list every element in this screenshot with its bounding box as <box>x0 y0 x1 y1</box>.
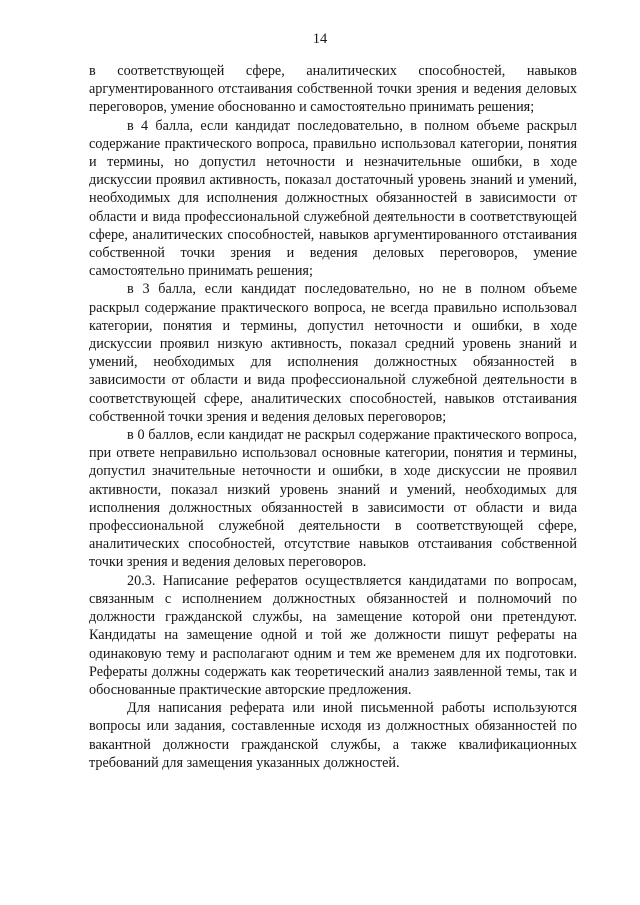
document-body <box>89 62 577 772</box>
paragraph-score-0: в 0 баллов, если кандидат не раскрыл содержание практического вопроса, при ответе неправильно использовал основные категории, понятия и термины, допустил значительные неточности и ошибки, в ходе дискуссии не проявил активности, показал низкий уровень знаний и умений, необходимых для исполнения должностных обязанностей в зависимости от области и вида профессиональной служебной деятельности в соответствующей сфере, аналитических способностей, отсутствие навыков отстаивания собственной точки зрения и ведения деловых переговоров. <box>89 427 577 571</box>
paragraph-continuation: в соответствующей сфере, аналитических способностей, навыков аргументированного отстаивания собственной точки зрения и ведения деловых переговоров, умение обоснованно и самостоятельно принимать решения; <box>89 63 577 116</box>
paragraph-score-4: в 4 балла, если кандидат последовательно, в полном объеме раскрыл содержание практического вопроса, правильно использовал категории, понятия и термины, но допустил неточности и незначительные ошибки, в ходе дискуссии проявил активность, показал достаточный уровень знаний и умений, необходимых для исполнения должностных обязанностей в зависимости от области и вида профессиональной служебной деятельности в соответствующей сфере, аналитических способностей, навыков аргументированного отстаивания собственной точки зрения и ведения деловых переговоров, умение самостоятельно принимать решения; <box>89 117 577 280</box>
page-number: 14 <box>312 31 328 47</box>
paragraph-section-20-3: 20.3. Написание рефератов осуществляется кандидатами по вопросам, связанным с исполнением должностных обязанностей и полномочий по должности гражданской службы, на замещение которой они претендуют. Кандидаты на замещение одной и той же должности пишут рефераты на одинаковую тему и располагают одним и тем же временем для их подготовки. Рефераты должны содержать как теоретический анализ заявленной темы, так и обоснованные практические авторские предложения. <box>89 572 577 698</box>
paragraph-essay-questions: Для написания реферата или иной письменной работы используются вопросы или задания, составленные исходя из должностных обязанностей по вакантной должности гражданской службы, а также квалификационных требований для замещения указанных должностей. <box>89 700 577 771</box>
paragraph-score-3: в 3 балла, если кандидат последовательно, но не в полном объеме раскрыл содержание практического вопроса, не всегда правильно использовал категории, понятия и термины, допустил неточности и ошибки, в ходе дискуссии проявил низкую активность, показал средний уровень знаний и умений, необходимых для исполнения должностных обязанностей в зависимости от области и вида профессиональной служебной деятельности в соответствующей сфере, аналитических способностей, навыков отстаивания собственной точки зрения и ведения деловых переговоров; <box>89 281 577 425</box>
